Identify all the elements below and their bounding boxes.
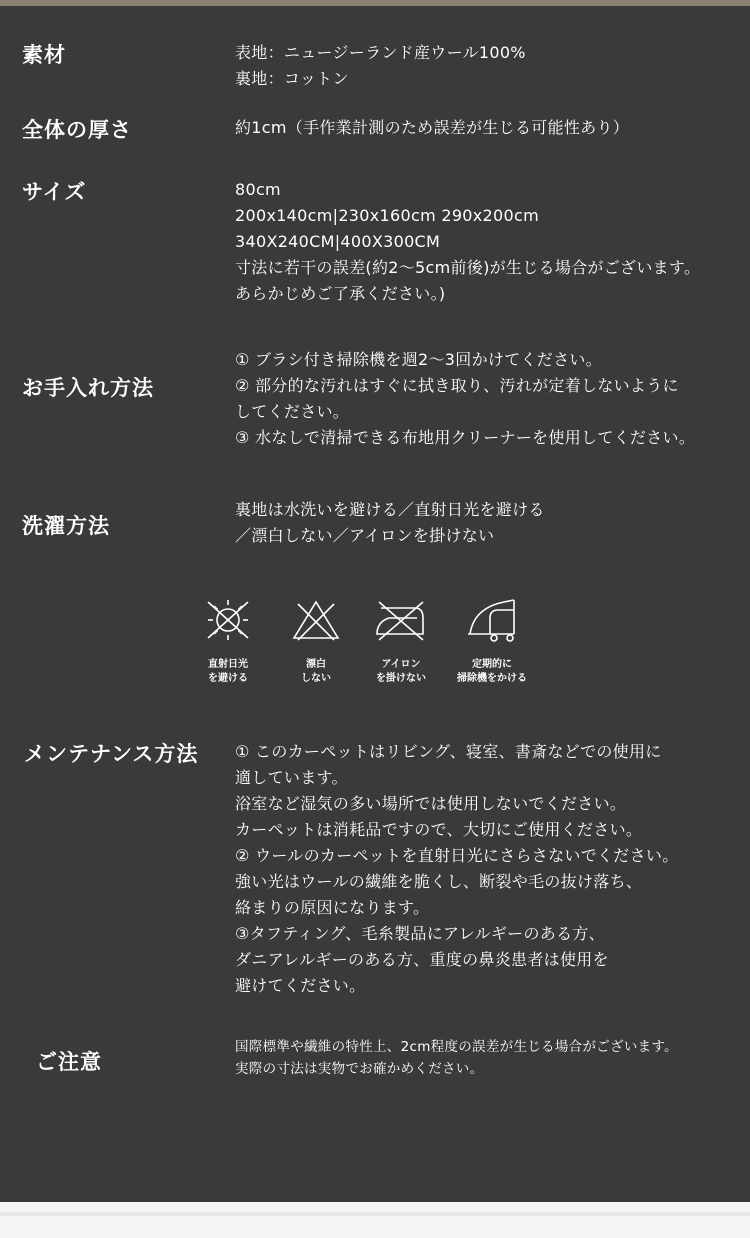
- icon-caption: [183, 658, 273, 686]
- caption-line: を掛けない: [376, 673, 426, 684]
- icon-vacuum: [447, 596, 537, 686]
- maintenance-line: ② ウールのカーペットを直射日光にさらさないでください。: [235, 846, 679, 865]
- washing-line: 裏地は水洗いを避ける／直射日光を避ける: [235, 500, 545, 519]
- care-line: ③ 水なしで清掃できる布地用クリーナーを使用してください。: [235, 428, 696, 447]
- care-line: ① ブラシ付き掃除機を週2～3回かけてください。: [235, 350, 602, 369]
- material-label: 素材: [22, 43, 66, 67]
- care-value: [235, 347, 695, 451]
- sun-avoid-icon: [200, 596, 256, 644]
- caption-line: を避ける: [208, 673, 248, 684]
- notice-label: ご注意: [36, 1050, 102, 1074]
- thickness-value: [235, 115, 629, 141]
- icon-caption: [271, 658, 361, 686]
- size-line: あらかじめご了承ください。): [235, 284, 446, 303]
- maintenance-line: カーペットは消耗品ですので、大切にご使用ください。: [235, 820, 643, 839]
- size-label: サイズ: [22, 180, 87, 204]
- washing-line: ／漂白しない／アイロンを掛けない: [235, 526, 495, 545]
- maintenance-line: 避けてください。: [235, 976, 366, 995]
- maintenance-line: ① このカーペットはリビング、寝室、書斎などでの使用に: [235, 742, 662, 761]
- maintenance-line: 絡まりの原因になります。: [235, 898, 430, 917]
- size-line: 340X240CM|400X300CM: [235, 232, 441, 251]
- caption-line: 直射日光: [208, 659, 248, 670]
- size-line: 80cm: [235, 180, 281, 199]
- notice-line: 実際の寸法は実物でお確かめください。: [235, 1061, 484, 1077]
- icon-sun-avoid: [183, 596, 273, 686]
- icon-no-bleach: [271, 596, 361, 686]
- caption-line: アイロン: [381, 659, 421, 670]
- notice-value: [235, 1036, 678, 1080]
- maintenance-line: 適しています。: [235, 768, 348, 787]
- washing-value: [235, 497, 545, 549]
- care-label: お手入れ方法: [22, 376, 154, 400]
- size-line: 寸法に若干の誤差(約2～5cm前後)が生じる場合がございます。: [235, 258, 701, 277]
- product-spec-panel: [0, 6, 750, 1202]
- size-line: 200x140cm|230x160cm 290x200cm: [235, 206, 539, 225]
- washing-label: 洗濯方法: [22, 514, 110, 538]
- maintenance-label: メンテナンス方法: [24, 742, 199, 766]
- bottom-strip: [0, 1202, 750, 1238]
- icon-no-iron: [356, 596, 446, 686]
- material-value: [235, 40, 526, 92]
- caption-line: 定期的に: [472, 659, 512, 670]
- caption-line: 漂白: [306, 659, 326, 670]
- caption-line: 掃除機をかける: [457, 673, 527, 684]
- maintenance-line: ③タフティング、毛糸製品にアレルギーのある方、: [235, 924, 605, 943]
- maintenance-line: 強い光はウールの繊維を脆くし、断裂や毛の抜け落ち、: [235, 872, 643, 891]
- no-iron-icon: [371, 596, 431, 644]
- bottom-divider: [0, 1212, 750, 1216]
- notice-line: 国際標準や繊維の特性上、2cm程度の誤差が生じる場合がございます。: [235, 1039, 678, 1055]
- maintenance-line: 浴室など湿気の多い場所では使用しないでください。: [235, 794, 627, 813]
- icon-caption: [356, 658, 446, 686]
- thickness-line: 約1cm（手作業計測のため誤差が生じる可能性あり）: [235, 118, 630, 137]
- care-line: してください。: [235, 402, 350, 421]
- material-line: 裏地：コットン: [235, 69, 349, 88]
- maintenance-line: ダニアレルギーのある方、重度の鼻炎患者は使用を: [235, 950, 609, 969]
- caption-line: しない: [301, 673, 331, 684]
- maintenance-value: [235, 739, 679, 999]
- care-line: ② 部分的な汚れはすぐに拭き取り、汚れが定着しないように: [235, 376, 679, 395]
- thickness-label: 全体の厚さ: [22, 118, 132, 142]
- size-value: [235, 177, 700, 307]
- vacuum-icon: [464, 596, 520, 644]
- icon-caption: [447, 658, 537, 686]
- material-line: 表地：ニュージーランド産ウール100%: [235, 43, 526, 62]
- no-bleach-icon: [288, 596, 344, 644]
